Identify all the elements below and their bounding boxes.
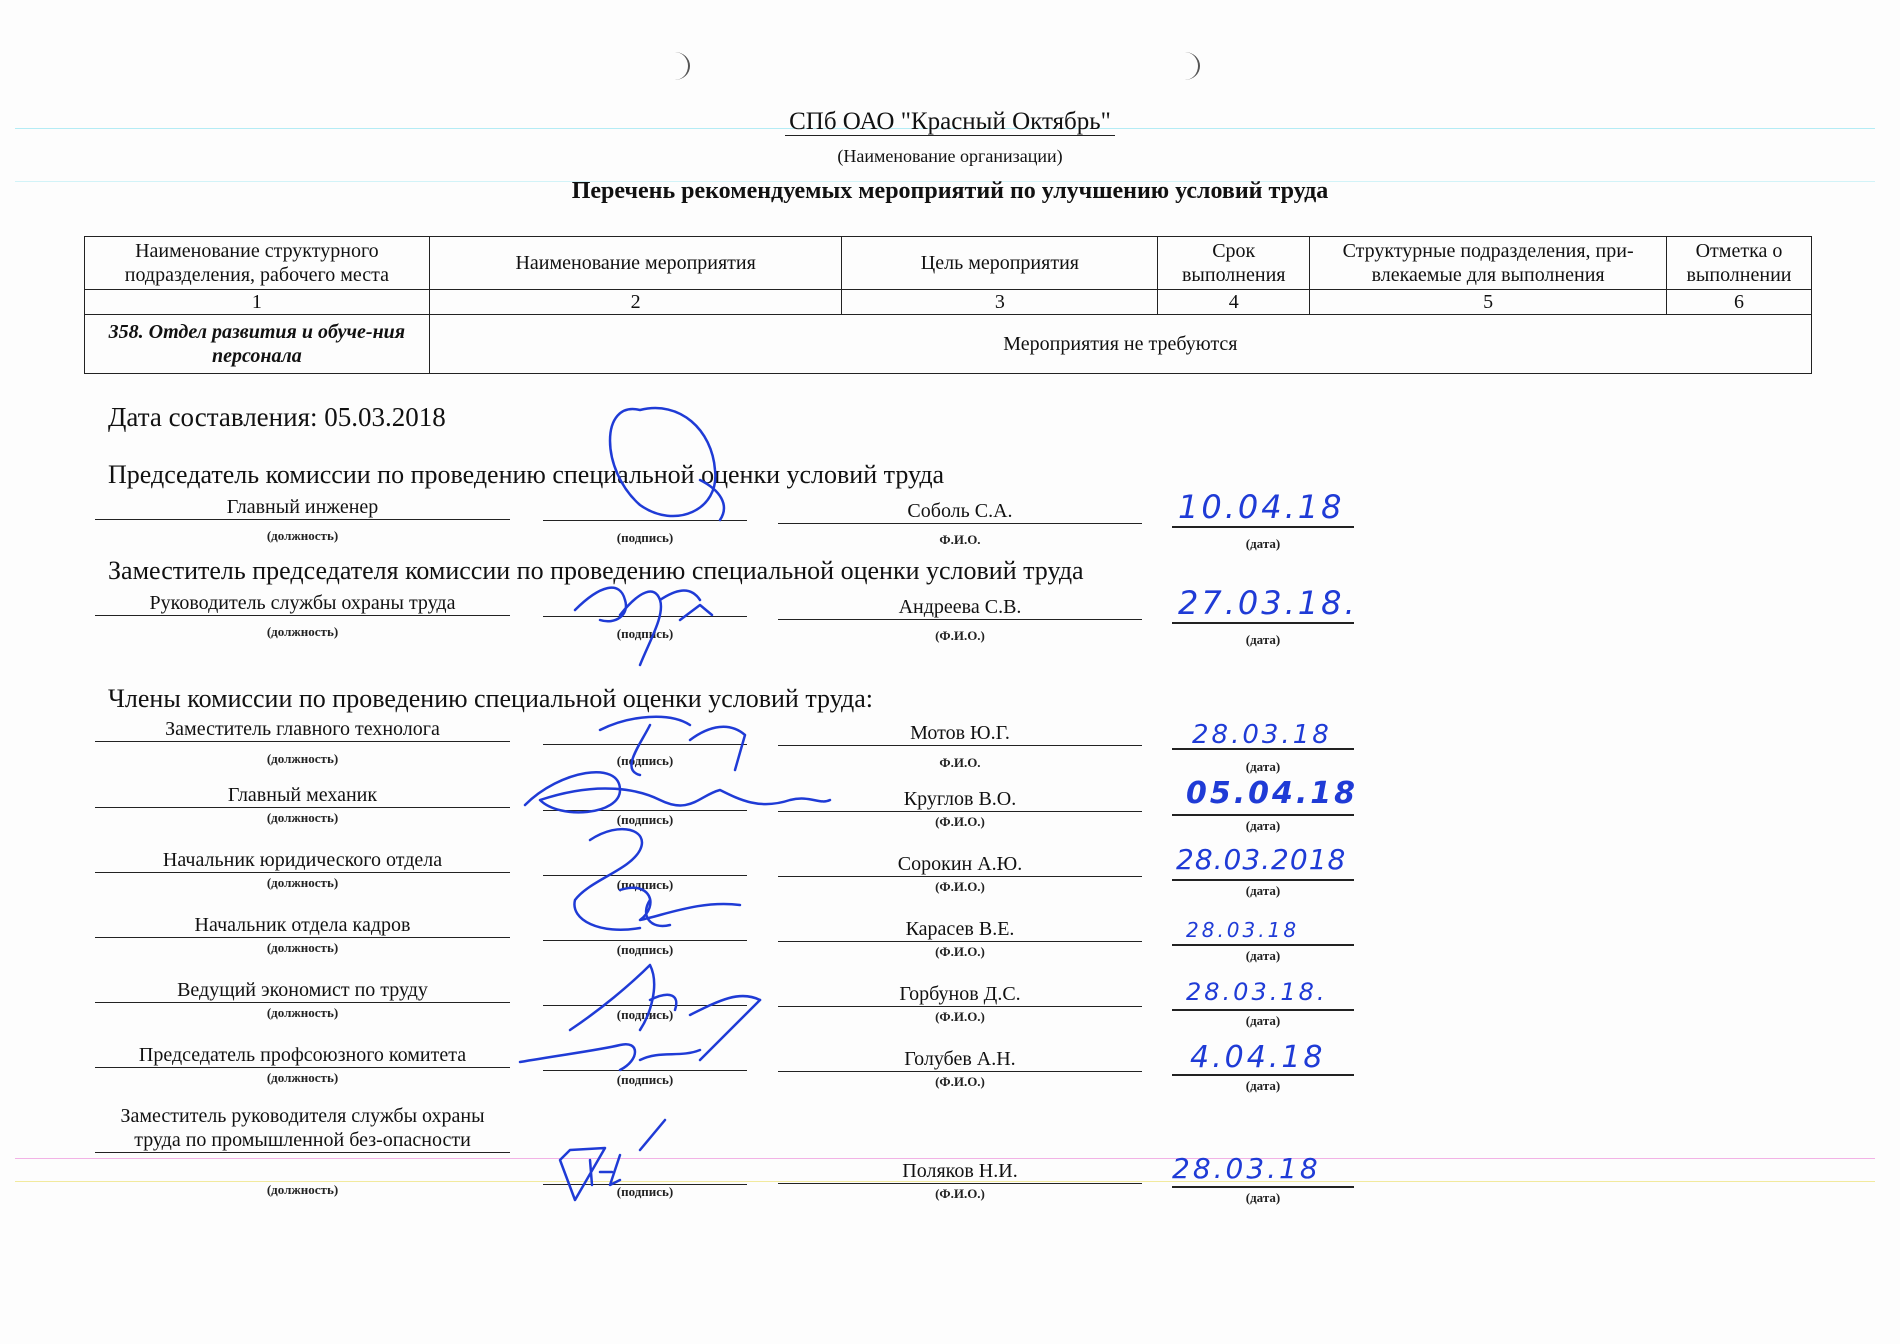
chair-name: Соболь С.А. <box>778 500 1142 524</box>
header-measure: Наименование мероприятия <box>429 237 842 290</box>
member-position: Начальник отдела кадров <box>95 914 510 938</box>
caption-position: (должность) <box>266 940 339 955</box>
member-date-handwritten: 28.03.2018 <box>1176 843 1347 876</box>
member-signature-line <box>543 786 747 811</box>
measures-table <box>84 236 1812 374</box>
caption-date: (дата) <box>1245 818 1281 833</box>
caption-position: (должность) <box>266 528 339 543</box>
col-number: 3 <box>842 290 1158 315</box>
caption-signature: (подпись) <box>616 877 674 892</box>
punch-hole-mark-right <box>1170 52 1200 80</box>
document-title: Перечень рекомендуемых мероприятий по улучшению условий труда <box>571 178 1329 204</box>
vice-chair-position: Руководитель службы охраны труда <box>95 592 510 616</box>
header-deadline: Срок выполнения <box>1158 237 1310 290</box>
caption-date: (дата) <box>1245 1078 1281 1093</box>
member-name: Сорокин А.Ю. <box>778 853 1142 877</box>
table-number-row <box>85 290 1812 315</box>
member-position: Начальник юридического отдела <box>95 849 510 873</box>
caption-fio: Ф.И.О. <box>939 755 981 770</box>
member-position: Заместитель главного технолога <box>95 718 510 742</box>
caption-fio: (Ф.И.О.) <box>935 628 985 643</box>
caption-signature: (подпись) <box>616 530 674 545</box>
caption-signature: (подпись) <box>616 1007 674 1022</box>
caption-fio: (Ф.И.О.) <box>935 1009 985 1024</box>
organization-caption: (Наименование организации) <box>837 146 1063 166</box>
caption-date: (дата) <box>1245 1190 1281 1205</box>
caption-fio: Ф.И.О. <box>939 532 981 547</box>
member-date-handwritten: 05.04.18 <box>1186 776 1359 811</box>
caption-position: (должность) <box>266 1182 339 1197</box>
punch-hole-mark-left <box>660 52 690 80</box>
caption-date: (дата) <box>1245 1013 1281 1028</box>
vice-chair-name: Андреева С.В. <box>778 596 1142 620</box>
header-completion-mark: Отметка о выполнении <box>1666 237 1811 290</box>
member-name: Круглов В.О. <box>778 788 1142 812</box>
member-name: Поляков Н.И. <box>778 1160 1142 1184</box>
measures-note-cell: Мероприятия не требуются <box>429 315 1811 374</box>
caption-fio: (Ф.И.О.) <box>935 944 985 959</box>
member-position: Заместитель руководителя службы охраны труда по промышленной без-опасности <box>95 1104 510 1153</box>
caption-fio: (Ф.И.О.) <box>935 1074 985 1089</box>
caption-signature: (подпись) <box>616 812 674 827</box>
caption-date: (дата) <box>1245 883 1281 898</box>
member-date-handwritten: 28.03.18. <box>1186 978 1328 1006</box>
member-signature-line <box>543 851 747 876</box>
caption-position: (должность) <box>266 1070 339 1085</box>
member-signature-line <box>543 1160 747 1185</box>
scan-line-pink <box>15 1158 1875 1159</box>
department-cell: 358. Отдел развития и обуче-ния персонала <box>85 315 430 374</box>
vice-chair-signature-line <box>543 592 747 617</box>
member-name: Мотов Ю.Г. <box>778 722 1142 746</box>
col-number: 5 <box>1310 290 1667 315</box>
members-heading: Члены комиссии по проведению специальной оценки условий труда: <box>108 684 874 713</box>
caption-signature: (подпись) <box>616 942 674 957</box>
member-position: Ведущий экономист по труду <box>95 979 510 1003</box>
table-row <box>85 315 1812 374</box>
caption-date: (дата) <box>1245 536 1281 551</box>
caption-position: (должность) <box>266 624 339 639</box>
chair-date-handwritten: 10.04.18 <box>1178 488 1345 526</box>
col-number: 1 <box>85 290 430 315</box>
member-date-handwritten: 28.03.18 <box>1192 720 1332 750</box>
caption-position: (должность) <box>266 1005 339 1020</box>
caption-fio: (Ф.И.О.) <box>935 814 985 829</box>
member-date-handwritten: 4.04.18 <box>1190 1040 1326 1075</box>
col-number: 2 <box>429 290 842 315</box>
member-position: Главный механик <box>95 784 510 808</box>
member-name: Голубев А.Н. <box>778 1048 1142 1072</box>
caption-position: (должность) <box>266 875 339 890</box>
chair-position: Главный инженер <box>95 496 510 520</box>
caption-signature: (подпись) <box>616 1072 674 1087</box>
col-number: 4 <box>1158 290 1310 315</box>
caption-signature: (подпись) <box>616 626 674 641</box>
header-goal: Цель мероприятия <box>842 237 1158 290</box>
table-header-row <box>85 237 1812 290</box>
caption-fio: (Ф.И.О.) <box>935 879 985 894</box>
chair-heading: Председатель комиссии по проведению специальной оценки условий труда <box>108 460 945 489</box>
member-signature-line <box>543 916 747 941</box>
member-signature-line <box>543 1046 747 1071</box>
organization-name: СПб ОАО "Красный Октябрь" <box>0 108 1900 136</box>
caption-fio: (Ф.И.О.) <box>935 1186 985 1201</box>
caption-date: (дата) <box>1245 948 1281 963</box>
caption-signature: (подпись) <box>616 753 674 768</box>
col-number: 6 <box>1666 290 1811 315</box>
caption-signature: (подпись) <box>616 1184 674 1199</box>
member-position: Председатель профсоюзного комитета <box>95 1044 510 1068</box>
member-signature-line <box>543 720 747 745</box>
header-involved-units: Структурные подразделения, при-влекаемые для выполнения <box>1310 237 1667 290</box>
member-position-multiline <box>95 1104 510 1153</box>
vice-chair-heading: Заместитель председателя комиссии по проведению специальной оценки условий труда <box>108 556 1084 585</box>
caption-position: (должность) <box>266 810 339 825</box>
member-name: Горбунов Д.С. <box>778 983 1142 1007</box>
member-signature-line <box>543 981 747 1006</box>
caption-position: (должность) <box>266 751 339 766</box>
chair-signature-line <box>543 496 747 521</box>
caption-date: (дата) <box>1245 632 1281 647</box>
member-date-handwritten: 28.03.18 <box>1172 1152 1321 1185</box>
caption-date: (дата) <box>1245 759 1281 774</box>
vice-chair-date-handwritten: 27.03.18. <box>1178 584 1358 622</box>
member-date-handwritten: 28.03.18 <box>1186 918 1300 942</box>
header-department: Наименование структурного подразделения, рабочего места <box>85 237 430 290</box>
compiled-date: Дата составления: 05.03.2018 <box>108 402 446 432</box>
member-name: Карасев В.Е. <box>778 918 1142 942</box>
